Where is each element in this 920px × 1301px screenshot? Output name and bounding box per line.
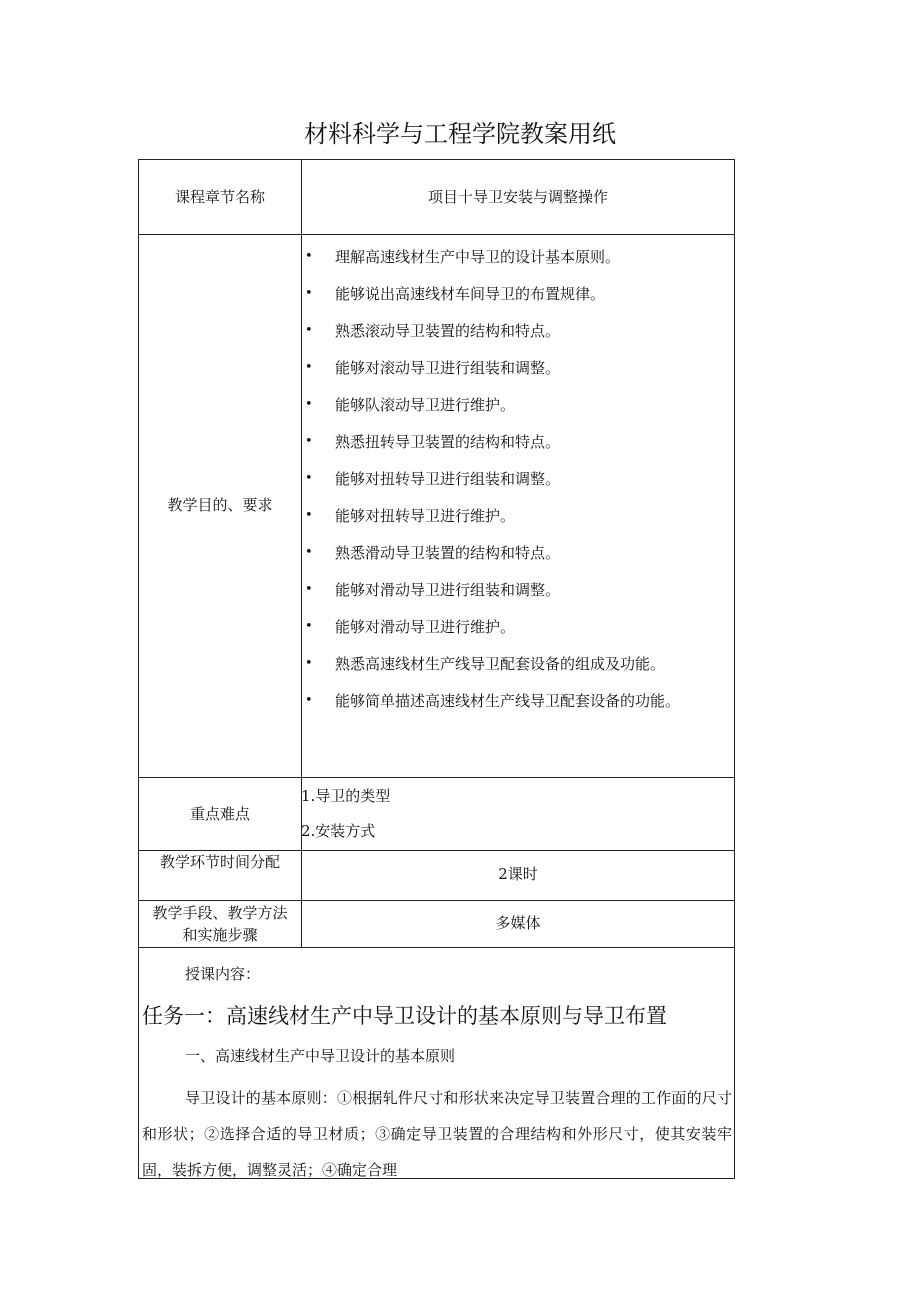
- list-item: • 能够对滑动导卫进行维护。: [305, 618, 516, 636]
- list-item: • 能够说出高速线材车间导卫的布置规律。: [305, 285, 606, 303]
- row-divider: [139, 234, 734, 235]
- sub-heading: 一、高速线材生产中导卫设计的基本原则: [185, 1047, 456, 1065]
- bullet-icon: •: [305, 397, 313, 412]
- objectives-list: [301, 246, 735, 727]
- course-chapter-label: 课程章节名称: [174, 188, 265, 206]
- methods-label-line2: 和实施步骤: [182, 926, 258, 944]
- bullet-icon: •: [305, 619, 313, 634]
- time-allocation-label: 教学环节时间分配: [159, 853, 280, 871]
- list-item: • 理解高速线材生产中导卫的设计基本原则。: [305, 248, 621, 266]
- task-heading: 任务一：高速线材生产中导卫设计的基本原则与导卫布置: [142, 1004, 667, 1028]
- row-divider: [139, 777, 734, 778]
- methods-label-line1: 教学手段、教学方法: [152, 904, 288, 922]
- list-item: • 熟悉扭转导卫装置的结构和特点。: [305, 433, 561, 451]
- list-item: • 熟悉滚动导卫装置的结构和特点。: [305, 322, 561, 340]
- bullet-icon: •: [305, 434, 313, 449]
- bullet-icon: •: [305, 508, 313, 523]
- lesson-plan-table: [138, 159, 735, 1179]
- course-chapter-value: 项目十导卫安装与调整操作: [427, 188, 608, 206]
- bullet-icon: •: [305, 545, 313, 560]
- bullet-icon: •: [305, 286, 313, 301]
- list-item: • 能够对滚动导卫进行组装和调整。: [305, 359, 561, 377]
- bullet-icon: •: [305, 249, 313, 264]
- list-item: • 熟悉滑动导卫装置的结构和特点。: [305, 544, 561, 562]
- objectives-label: 教学目的、要求: [167, 496, 273, 514]
- time-allocation-value: 2课时: [498, 865, 538, 883]
- bullet-icon: •: [305, 471, 313, 486]
- methods-value: 多媒体: [495, 914, 541, 932]
- key-points-label: 重点难点: [189, 805, 250, 823]
- bullet-icon: •: [305, 656, 313, 671]
- content-intro: 授课内容：: [185, 965, 261, 983]
- list-item: • 能够对扭转导卫进行组装和调整。: [305, 470, 561, 488]
- bullet-icon: •: [305, 360, 313, 375]
- key-point-item: 2.安装方式: [301, 822, 376, 840]
- row-divider: [139, 900, 734, 901]
- list-item: • 能够对扭转导卫进行维护。: [305, 507, 516, 525]
- bullet-icon: •: [305, 582, 313, 597]
- list-item: • 能够对滑动导卫进行组装和调整。: [305, 581, 561, 599]
- bullet-icon: •: [305, 323, 313, 338]
- list-item: • 熟悉高速线材生产线导卫配套设备的组成及功能。: [305, 655, 666, 673]
- bullet-icon: •: [305, 693, 313, 708]
- page-title: 材料科学与工程学院教案用纸: [304, 120, 616, 148]
- list-item: • 能够队滚动导卫进行维护。: [305, 396, 516, 414]
- key-point-item: 1.导卫的类型: [301, 787, 391, 805]
- list-item: • 能够简单描述高速线材生产线导卫配套设备的功能。: [305, 692, 681, 710]
- row-divider: [139, 947, 734, 948]
- content-paragraph: 导卫设计的基本原则：①根据轧件尺寸和形状来决定导卫装置合理的工作面的尺寸和形状；②选择合适的导卫材质；③确定导卫装置的合理结构和外形尺寸，使其安装牢固，装拆方便，调整灵活；④确定合理: [142, 1089, 732, 1179]
